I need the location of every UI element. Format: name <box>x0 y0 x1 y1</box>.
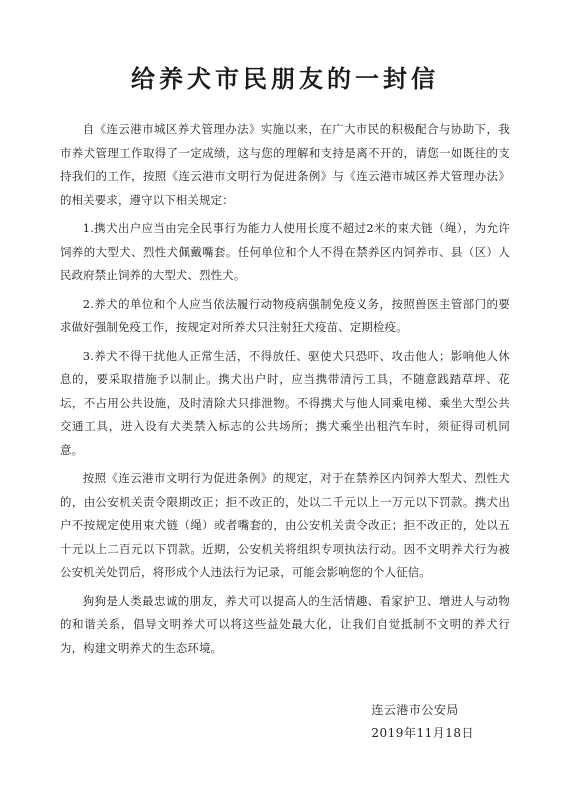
rule-2-paragraph: 2.养犬的单位和个人应当依法履行动物疫病强制免疫义务，按照兽医主管部门的要求做好强制免疫工作，按规定对所养犬只注射狂犬疫苗、定期检疫。 <box>60 296 510 334</box>
letter-body <box>60 118 510 660</box>
issuer-name: 连云港市公安局 <box>371 703 459 717</box>
rule-1-paragraph: 1.携犬出户应当由完全民事行为能力人使用长度不超过2米的束犬链（绳），为允许饲养的大型犬、烈性犬佩戴嘴套。任何单位和个人不得在禁养区内饲养市、县（区）人民政府禁止饲养的大型犬、烈性犬。 <box>60 221 510 282</box>
rule-3-paragraph: 3.养犬不得干扰他人正常生活，不得放任、驱使犬只恐吓、攻击他人；影响他人休息的，要采取措施予以制止。携犬出户时，应当携带清污工具，不随意践踏草坪、花坛，不占用公共设施，及时清除犬只排泄物。不得携犬与他人同乘电梯、乘坐大型公共交通工具，进入设有犬类禁入标志的公共场所；携犬乘坐出租汽车时，须征得司机同意。 <box>60 348 510 457</box>
penalty-paragraph: 按照《连云港市文明行为促进条例》的规定，对于在禁养区内饲养大型犬、烈性犬的，由公安机关责令限期改正；拒不改正的，处以二千元以上一万元以下罚款。携犬出户不按规定使用束犬链（绳）或者嘴套的，由公安机关责令改正；拒不改正的，处以五十元以上二百元以下罚款。近期，公安机关将组织专项执法行动。因不文明养犬行为被公安机关处罚后，将形成个人违法行为记录，可能会影响您的个人征信。 <box>60 471 510 579</box>
letter-title: 给养犬市民朋友的一封信 <box>131 64 439 93</box>
signature-block <box>371 699 474 745</box>
issue-date: 2019年11月18日 <box>371 726 474 740</box>
closing-paragraph: 狗狗是人类最忠诚的朋友，养犬可以提高人的生活情趣、看家护卫、增进人与动物的和谐关系，倡导文明养犬可以将这些益处最大化，让我们自觉抵制不文明的养犬行为，构建文明养犬的生态环境。 <box>60 593 510 655</box>
intro-paragraph: 自《连云港市城区养犬管理办法》实施以来，在广大市民的积极配合与协助下，我市养犬管理工作取得了一定成绩，这与您的理解和支持是离不开的，请您一如既往的支持我们的工作，按照《连云港市文明行为促进条例》与《连云港市城区养犬管理办法》的相关要求，遵守以下相关规定： <box>60 122 510 207</box>
